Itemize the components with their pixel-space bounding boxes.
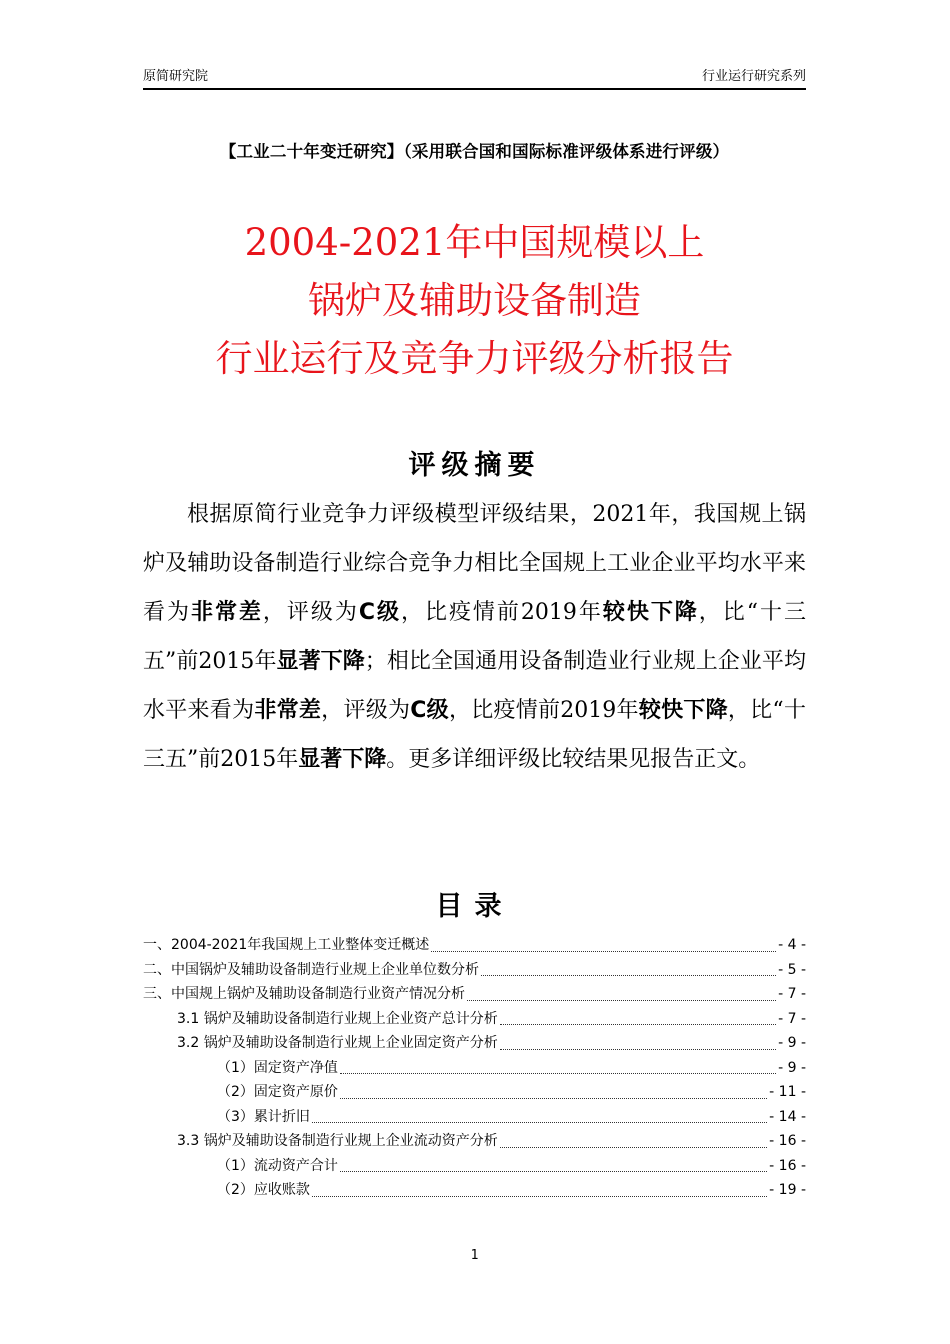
summary-text: ，评级为 — [321, 698, 411, 723]
toc-entry-page: - 4 - — [778, 937, 806, 953]
summary-text: ，比“十三五”前2015年 — [143, 698, 806, 772]
toc-entry-page: - 14 - — [769, 1108, 806, 1125]
summary-paragraph — [143, 490, 806, 784]
summary-emphasis: 非常差 — [190, 600, 263, 625]
toc-entry-page: - 9 - — [778, 1059, 806, 1076]
summary-text: ，评级为 — [262, 600, 359, 625]
summary-text: ，比疫情前2019年 — [448, 698, 639, 723]
toc-dot-leader — [467, 1000, 776, 1001]
toc-entry[interactable] — [143, 1129, 806, 1154]
toc-entry-label: 三、中国规上锅炉及辅助设备制造行业资产情况分析 — [143, 986, 465, 1002]
toc-entry[interactable] — [143, 958, 806, 983]
toc-dot-leader — [500, 1024, 776, 1025]
summary-text: 。更多详细评级比较结果见报告正文。 — [386, 747, 761, 772]
toc-entry-page: - 9 - — [778, 1035, 806, 1051]
toc-entry-label: 一、2004-2021年我国规上工业整体变迁概述 — [143, 937, 430, 953]
toc-dot-leader — [340, 1171, 767, 1172]
toc-entry[interactable] — [143, 1056, 806, 1081]
toc-entry[interactable] — [143, 1105, 806, 1130]
toc-entry-label: 3.2 锅炉及辅助设备制造行业规上企业固定资产分析 — [177, 1035, 498, 1051]
summary-emphasis: 显著下降 — [298, 747, 387, 772]
summary-text: ；相比全国通用设备制造业行业规上企业平均水平来看为 — [143, 649, 806, 723]
summary-emphasis: 较快下降 — [638, 698, 728, 723]
header-series: 行业运行研究系列 — [701, 69, 806, 84]
toc-entry-label: （2）应收账款 — [217, 1182, 310, 1198]
toc-entry-label: （1）固定资产净值 — [217, 1059, 338, 1076]
summary-emphasis: 非常差 — [254, 698, 322, 723]
toc-entry-page: - 16 - — [769, 1133, 806, 1149]
toc-entry[interactable] — [143, 933, 806, 958]
summary-emphasis: 较快下降 — [602, 600, 699, 625]
toc-entry-label: （1）流动资产合计 — [217, 1157, 338, 1174]
toc-dot-leader — [340, 1098, 767, 1099]
page-header — [143, 64, 806, 90]
toc-entry[interactable] — [143, 1080, 806, 1105]
toc-dot-leader — [431, 951, 776, 952]
toc-entry[interactable] — [143, 982, 806, 1007]
page-number: 1 — [470, 1248, 479, 1263]
toc-entry-page: - 7 - — [778, 1010, 806, 1027]
table-of-contents — [143, 933, 806, 1203]
toc-entry-label: （2）固定资产原价 — [217, 1084, 338, 1100]
toc-entry-page: - 7 - — [778, 986, 806, 1002]
toc-entry[interactable] — [143, 1154, 806, 1179]
toc-entry-page: - 11 - — [769, 1084, 806, 1100]
summary-text: ，比“十三五”前2015年 — [143, 600, 806, 674]
toc-dot-leader — [312, 1196, 767, 1197]
summary-body — [143, 490, 806, 784]
header-publisher: 原简研究院 — [143, 69, 209, 84]
toc-dot-leader — [312, 1122, 767, 1123]
toc-entry-page: - 19 - — [769, 1182, 806, 1198]
title-line-2: 锅炉及辅助设备制造 — [308, 279, 641, 322]
toc-entry[interactable] — [143, 1031, 806, 1056]
series-subtitle: 【工业二十年变迁研究】（采用联合国和国际标准评级体系进行评级） — [219, 142, 730, 161]
toc-entry-label: （3）累计折旧 — [217, 1108, 310, 1125]
summary-emphasis: C级 — [358, 600, 401, 625]
toc-heading: 目录 — [435, 891, 514, 922]
summary-emphasis: 显著下降 — [276, 649, 365, 674]
summary-emphasis: C级 — [410, 698, 449, 723]
toc-entry-label: 3.1 锅炉及辅助设备制造行业规上企业资产总计分析 — [177, 1010, 498, 1027]
title-line-1: 2004-2021年中国规模以上 — [244, 221, 705, 264]
summary-heading: 评级摘要 — [408, 450, 541, 481]
toc-entry-page: - 5 - — [778, 961, 806, 978]
toc-entry-label: 3.3 锅炉及辅助设备制造行业规上企业流动资产分析 — [177, 1133, 498, 1149]
summary-text: ，比疫情前2019年 — [400, 600, 603, 625]
toc-dot-leader — [500, 1049, 776, 1050]
toc-dot-leader — [481, 975, 776, 976]
summary-text: 根据原简行业竞争力评级模型评级结果，2021年，我国规上锅炉及辅助设备制造行业综合竞争力相比全国规上工业企业平均水平来看为 — [143, 502, 806, 625]
title-line-3: 行业运行及竞争力评级分析报告 — [215, 337, 734, 380]
toc-entry[interactable] — [143, 1007, 806, 1032]
toc-entry-label: 二、中国锅炉及辅助设备制造行业规上企业单位数分析 — [143, 961, 479, 978]
report-title — [143, 214, 806, 388]
toc-entry[interactable] — [143, 1178, 806, 1203]
toc-dot-leader — [500, 1147, 767, 1148]
toc-entry-page: - 16 - — [769, 1157, 806, 1174]
toc-dot-leader — [340, 1073, 776, 1074]
